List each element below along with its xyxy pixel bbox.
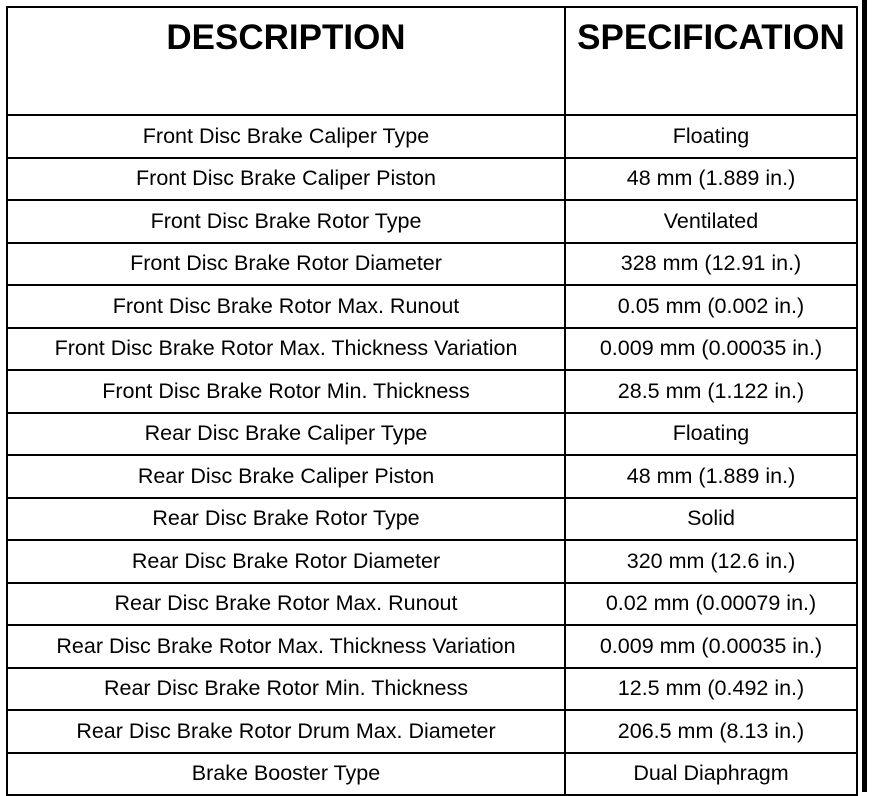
description-cell: Rear Disc Brake Rotor Drum Max. Diameter bbox=[7, 710, 565, 753]
specification-cell: 12.5 mm (0.492 in.) bbox=[565, 668, 857, 711]
specification-cell: Ventilated bbox=[565, 200, 857, 243]
description-cell: Rear Disc Brake Caliper Piston bbox=[7, 455, 565, 498]
description-cell: Front Disc Brake Caliper Type bbox=[7, 115, 565, 158]
table-row bbox=[7, 455, 857, 498]
description-cell: Brake Booster Type bbox=[7, 753, 565, 796]
description-cell: Front Disc Brake Rotor Diameter bbox=[7, 243, 565, 286]
description-cell: Rear Disc Brake Caliper Type bbox=[7, 413, 565, 456]
specification-cell: 206.5 mm (8.13 in.) bbox=[565, 710, 857, 753]
table-row bbox=[7, 328, 857, 371]
description-cell: Front Disc Brake Rotor Type bbox=[7, 200, 565, 243]
specification-cell: 0.009 mm (0.00035 in.) bbox=[565, 328, 857, 371]
specification-cell: Floating bbox=[565, 115, 857, 158]
table-row bbox=[7, 285, 857, 328]
description-cell: Rear Disc Brake Rotor Max. Thickness Variation bbox=[7, 625, 565, 668]
specification-cell: 320 mm (12.6 in.) bbox=[565, 540, 857, 583]
table-header bbox=[7, 7, 857, 115]
table-row bbox=[7, 753, 857, 796]
table-row bbox=[7, 668, 857, 711]
table-row bbox=[7, 370, 857, 413]
table-row bbox=[7, 710, 857, 753]
specification-cell: Floating bbox=[565, 413, 857, 456]
table-row bbox=[7, 583, 857, 626]
specification-cell: 28.5 mm (1.122 in.) bbox=[565, 370, 857, 413]
table-row bbox=[7, 413, 857, 456]
specification-cell: Solid bbox=[565, 498, 857, 541]
description-cell: Front Disc Brake Caliper Piston bbox=[7, 158, 565, 201]
right-edge-bar bbox=[862, 0, 867, 792]
specification-cell: 0.02 mm (0.00079 in.) bbox=[565, 583, 857, 626]
description-cell: Rear Disc Brake Rotor Diameter bbox=[7, 540, 565, 583]
description-cell: Front Disc Brake Rotor Max. Thickness Variation bbox=[7, 328, 565, 371]
description-header: DESCRIPTION bbox=[7, 7, 565, 115]
specification-cell: 328 mm (12.91 in.) bbox=[565, 243, 857, 286]
description-cell: Rear Disc Brake Rotor Min. Thickness bbox=[7, 668, 565, 711]
table-row bbox=[7, 625, 857, 668]
specification-cell: 48 mm (1.889 in.) bbox=[565, 455, 857, 498]
table-row bbox=[7, 200, 857, 243]
specification-cell: Dual Diaphragm bbox=[565, 753, 857, 796]
specification-cell: 0.009 mm (0.00035 in.) bbox=[565, 625, 857, 668]
description-cell: Front Disc Brake Rotor Max. Runout bbox=[7, 285, 565, 328]
description-cell: Rear Disc Brake Rotor Type bbox=[7, 498, 565, 541]
table-body bbox=[7, 115, 857, 795]
specification-cell: 0.05 mm (0.002 in.) bbox=[565, 285, 857, 328]
table-row bbox=[7, 540, 857, 583]
header-row bbox=[7, 7, 857, 115]
table-row bbox=[7, 158, 857, 201]
specification-header: SPECIFICATION bbox=[565, 7, 857, 115]
description-cell: Front Disc Brake Rotor Min. Thickness bbox=[7, 370, 565, 413]
specification-cell: 48 mm (1.889 in.) bbox=[565, 158, 857, 201]
table-row bbox=[7, 115, 857, 158]
description-cell: Rear Disc Brake Rotor Max. Runout bbox=[7, 583, 565, 626]
table-row bbox=[7, 243, 857, 286]
brake-specification-table bbox=[6, 6, 858, 796]
table-row bbox=[7, 498, 857, 541]
